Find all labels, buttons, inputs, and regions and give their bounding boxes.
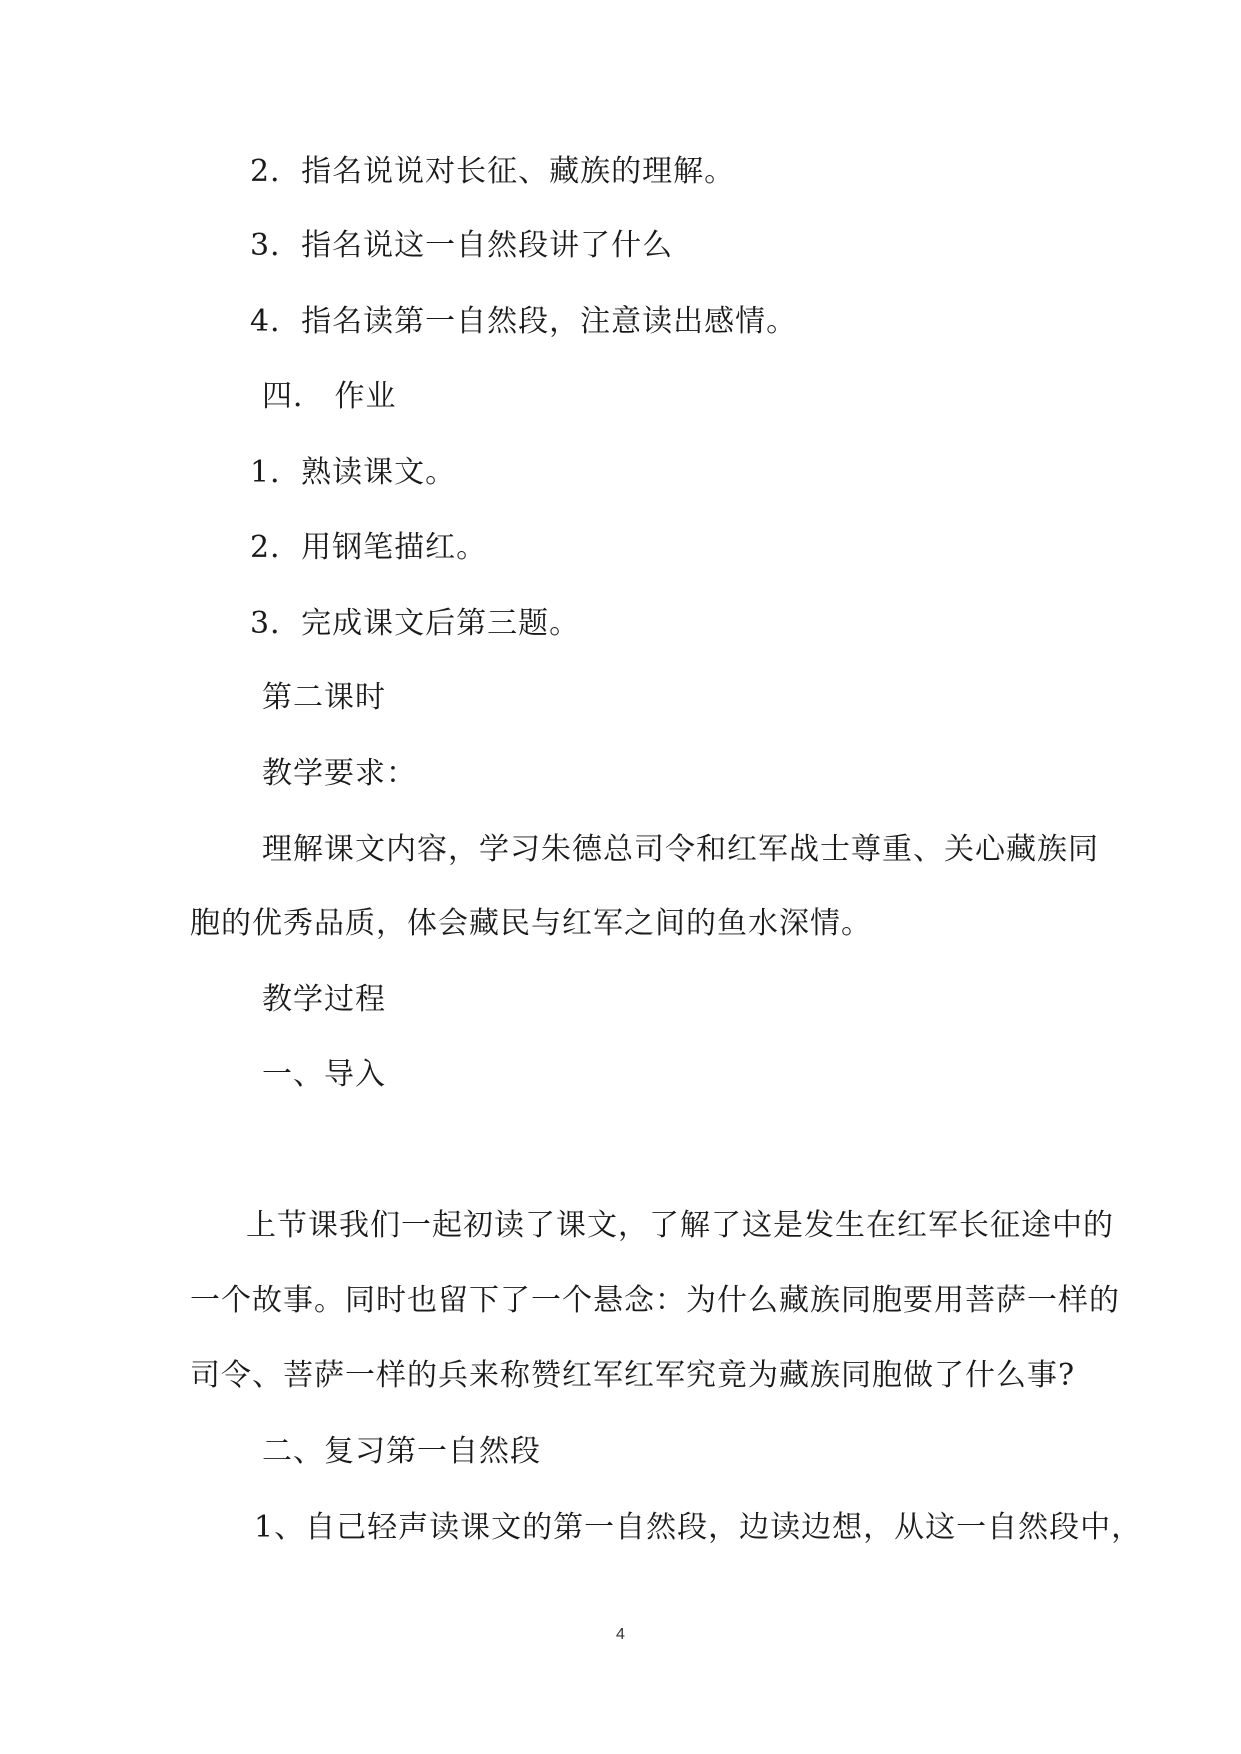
paragraph-line: 理解课文内容，学习朱德总司令和红军战士尊重、关心藏族同 <box>262 832 1099 867</box>
page-number: 4 <box>616 1626 625 1643</box>
paragraph-line: 1、自己轻声读课文的第一自然段，边读边想，从这一自然段中， <box>254 1510 1143 1545</box>
paragraph-line: 一个故事。同时也留下了一个悬念：为什么藏族同胞要用菩萨一样的 <box>190 1283 1120 1318</box>
text-line: 教学要求： <box>262 756 417 791</box>
section-heading: 第二课时 <box>262 680 386 715</box>
section-heading: 四． 作业 <box>262 379 397 414</box>
text-line: 3．完成课文后第三题。 <box>250 606 581 641</box>
paragraph-line: 司令、菩萨一样的兵来称赞红军红军究竟为藏族同胞做了什么事? <box>190 1358 1076 1393</box>
text-line: 4．指名读第一自然段，注意读出感情。 <box>250 304 798 339</box>
text-line: 2．用钢笔描红。 <box>250 530 488 565</box>
text-line: 2．指名说说对长征、藏族的理解。 <box>250 154 736 189</box>
paragraph-line: 上节课我们一起初读了课文，了解了这是发生在红军长征途中的 <box>246 1208 1114 1243</box>
section-heading: 二、复习第一自然段 <box>262 1434 541 1469</box>
text-line: 1．熟读课文。 <box>250 455 457 490</box>
text-line: 3．指名说这一自然段讲了什么 <box>250 228 674 263</box>
section-heading: 教学过程 <box>262 982 386 1017</box>
paragraph-line: 胞的优秀品质，体会藏民与红军之间的鱼水深情。 <box>190 906 872 941</box>
section-heading: 一、导入 <box>262 1057 386 1092</box>
